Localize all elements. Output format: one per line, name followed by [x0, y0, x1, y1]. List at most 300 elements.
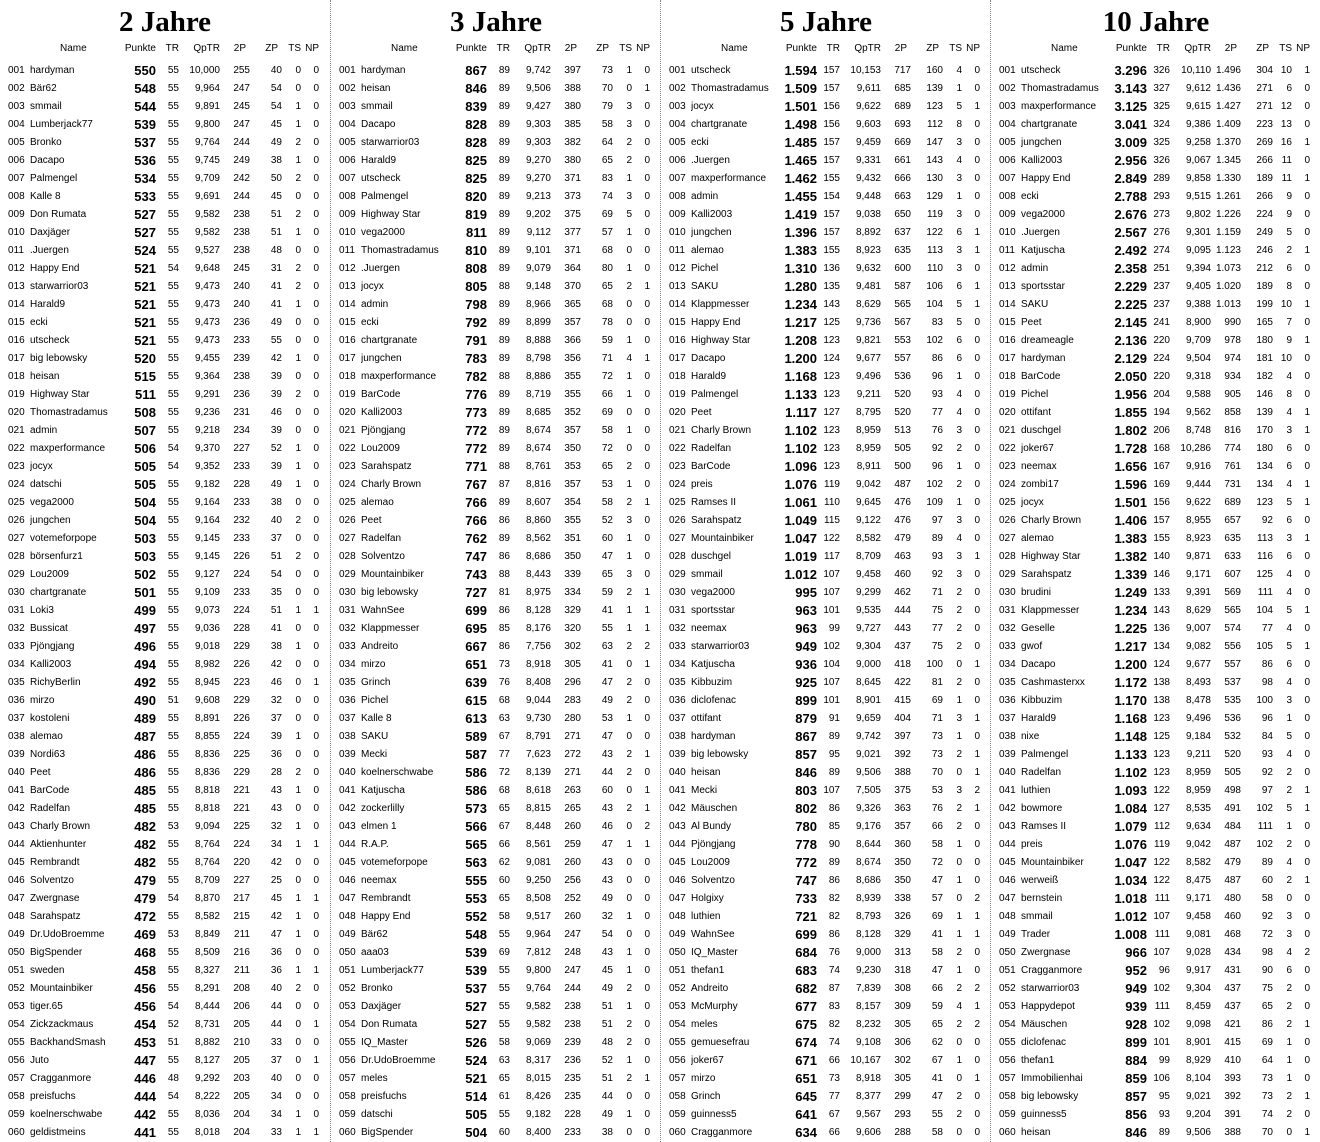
np-value: 0	[644, 119, 650, 130]
table-row	[331, 584, 661, 602]
2p-value: 224	[233, 605, 250, 616]
player-name: Kalle 8	[30, 191, 61, 202]
column-header-qptr: QpTR	[524, 43, 551, 54]
np-value: 0	[313, 101, 319, 112]
rank-number: 032	[999, 623, 1016, 634]
player-name: starwarrior03	[361, 137, 420, 148]
player-name: Mountainbiker	[361, 569, 424, 580]
ts-value: 0	[295, 371, 301, 382]
rank-number: 027	[999, 533, 1016, 544]
player-name: utscheck	[1021, 65, 1061, 76]
2p-value: 216	[233, 947, 250, 958]
table-row	[991, 1052, 1320, 1070]
zp-value: 39	[270, 371, 282, 382]
table-row	[0, 782, 330, 800]
zp-value: 86	[931, 353, 943, 364]
points: 641	[795, 1107, 817, 1122]
player-name: neemax	[361, 875, 397, 886]
rank-number: 001	[999, 65, 1016, 76]
tr-value: 55	[167, 623, 179, 634]
table-row	[991, 746, 1320, 764]
table-row	[331, 440, 661, 458]
zp-value: 41	[601, 659, 613, 670]
2p-value: 657	[1224, 515, 1241, 526]
table-row	[331, 782, 661, 800]
zp-value: 71	[931, 587, 943, 598]
np-value: 0	[1304, 1037, 1310, 1048]
np-value: 1	[974, 659, 980, 670]
qptr-value: 9,331	[855, 155, 881, 166]
column-header-tr: TR	[496, 43, 510, 54]
zp-value: 73	[1261, 1091, 1273, 1102]
tr-value: 89	[498, 497, 510, 508]
table-row	[0, 440, 330, 458]
np-value: 0	[1304, 677, 1310, 688]
player-name: Daxjäger	[30, 227, 71, 238]
points: 2.050	[1114, 369, 1147, 384]
points: 819	[465, 207, 487, 222]
rank-number: 045	[339, 857, 356, 868]
ts-value: 0	[956, 1073, 962, 1084]
2p-value: 816	[1224, 425, 1241, 436]
player-name: big lebowsky	[691, 749, 749, 760]
table-row	[661, 998, 991, 1016]
zp-value: 111	[1257, 821, 1273, 832]
np-value: 0	[313, 1037, 319, 1048]
qptr-value: 8,475	[1185, 875, 1211, 886]
ts-value: 2	[956, 803, 962, 814]
2p-value: 238	[564, 1001, 581, 1012]
zp-value: 92	[931, 569, 943, 580]
zp-value: 134	[1256, 461, 1273, 472]
np-value: 0	[313, 335, 319, 346]
np-value: 2	[974, 1019, 980, 1030]
np-value: 0	[313, 749, 319, 760]
points: 1.509	[784, 81, 817, 96]
2p-value: 761	[1224, 461, 1241, 472]
2p-value: 233	[564, 1127, 581, 1138]
np-value: 0	[644, 245, 650, 256]
zp-value: 39	[270, 425, 282, 436]
np-value: 0	[1304, 731, 1310, 742]
2p-value: 375	[894, 785, 911, 796]
table-row	[331, 458, 661, 476]
player-name: Bronko	[361, 983, 393, 994]
tr-value: 55	[498, 1109, 510, 1120]
zp-value: 66	[931, 821, 943, 832]
tr-value: 89	[828, 857, 840, 868]
table-row	[991, 602, 1320, 620]
points: 2.567	[1114, 225, 1147, 240]
qptr-value: 8,459	[1185, 1001, 1211, 1012]
qptr-value: 10,110	[1181, 65, 1211, 76]
qptr-value: 10,286	[1180, 443, 1211, 454]
2p-value: 487	[1224, 875, 1241, 886]
tr-value: 54	[167, 1001, 179, 1012]
table-row	[331, 134, 661, 152]
rank-number: 018	[339, 371, 356, 382]
tr-value: 53	[167, 929, 179, 940]
2p-value: 685	[894, 83, 911, 94]
points: 1.102	[784, 423, 817, 438]
tr-value: 55	[167, 83, 179, 94]
rank-number: 035	[999, 677, 1016, 688]
points: 899	[1125, 1035, 1147, 1050]
player-name: Andreito	[691, 983, 729, 994]
rank-number: 002	[8, 83, 25, 94]
np-value: 0	[1304, 767, 1310, 778]
2p-value: 567	[894, 317, 911, 328]
qptr-value: 8,764	[194, 839, 220, 850]
zp-value: 59	[931, 1001, 943, 1012]
points: 505	[465, 1107, 487, 1122]
table-row	[991, 908, 1320, 926]
zp-value: 105	[1256, 641, 1273, 652]
tr-value: 89	[828, 767, 840, 778]
tr-value: 89	[498, 533, 510, 544]
ts-value: 2	[626, 695, 632, 706]
points: 537	[134, 135, 156, 150]
player-name: Bär62	[30, 83, 57, 94]
ts-value: 1	[295, 821, 301, 832]
player-name: big lebowsky	[361, 587, 419, 598]
2p-value: 305	[894, 1073, 911, 1084]
column-header-zp: ZP	[596, 43, 609, 54]
table-row	[331, 620, 661, 638]
tr-value: 89	[498, 173, 510, 184]
tr-value: 204	[1153, 389, 1170, 400]
zp-value: 304	[1256, 65, 1273, 76]
points: 2.358	[1114, 261, 1147, 276]
table-row	[331, 80, 661, 98]
player-name: Bussicat	[30, 623, 68, 634]
rank-number: 051	[669, 965, 686, 976]
player-name: heisan	[30, 371, 60, 382]
2p-value: 355	[564, 515, 581, 526]
ts-value: 4	[1286, 587, 1292, 598]
column-header-p2: 2P	[233, 43, 246, 54]
tr-value: 122	[823, 533, 840, 544]
rank-number: 007	[339, 173, 356, 184]
np-value: 1	[1304, 425, 1310, 436]
ts-value: 6	[956, 227, 962, 238]
tr-value: 69	[498, 947, 510, 958]
tr-value: 143	[823, 299, 840, 310]
column-header-p2: 2P	[894, 43, 907, 54]
column-header-pts: Punkte	[1115, 43, 1147, 54]
zp-value: 34	[270, 1109, 282, 1120]
player-name: börsenfurz1	[30, 551, 83, 562]
table-row	[991, 170, 1320, 188]
zp-value: 113	[1257, 533, 1273, 544]
tr-value: 106	[1153, 1073, 1170, 1084]
player-name: ecki	[30, 317, 48, 328]
zp-value: 38	[270, 641, 282, 652]
points: 505	[134, 459, 156, 474]
player-name: BigSpender	[30, 947, 83, 958]
table-row	[0, 1106, 330, 1124]
table-row	[991, 926, 1320, 944]
player-name: elmen 1	[361, 821, 397, 832]
ts-value: 0	[956, 659, 962, 670]
column-header-ts: TS	[619, 43, 632, 54]
rank-number: 018	[999, 371, 1016, 382]
zp-value: 40	[270, 1073, 282, 1084]
table-row	[991, 818, 1320, 836]
qptr-value: 9,504	[1185, 353, 1211, 364]
ts-value: 2	[956, 587, 962, 598]
zp-value: 51	[601, 1001, 613, 1012]
2p-value: 313	[894, 947, 911, 958]
zp-value: 139	[1256, 407, 1273, 418]
np-value: 1	[974, 1073, 980, 1084]
qptr-value: 9,101	[525, 245, 551, 256]
ts-value: 8	[1286, 281, 1292, 292]
ts-value: 4	[1286, 947, 1292, 958]
ts-value: 0	[295, 659, 301, 670]
np-value: 0	[974, 371, 980, 382]
points: 521	[134, 297, 156, 312]
zp-value: 147	[926, 137, 943, 148]
2p-value: 661	[894, 155, 911, 166]
np-value: 0	[974, 479, 980, 490]
ts-value: 1	[295, 911, 301, 922]
zp-value: 52	[270, 443, 282, 454]
player-name: Mountainbiker	[1021, 857, 1084, 868]
qptr-value: 9,127	[194, 569, 220, 580]
rank-number: 055	[8, 1037, 25, 1048]
tr-value: 93	[1158, 1109, 1170, 1120]
np-value: 0	[313, 119, 319, 130]
ts-value: 1	[295, 785, 301, 796]
player-name: Cashmasterxx	[1021, 677, 1085, 688]
zp-value: 39	[270, 389, 282, 400]
table-row	[991, 566, 1320, 584]
zp-value: 97	[931, 515, 943, 526]
rank-number: 058	[8, 1091, 25, 1102]
player-name: BigSpender	[361, 1127, 414, 1138]
table-row	[331, 494, 661, 512]
points: 563	[465, 855, 487, 870]
np-value: 0	[313, 1109, 319, 1120]
np-value: 0	[313, 479, 319, 490]
ranking-panel	[330, 0, 660, 1142]
table-row	[661, 620, 991, 638]
table-row	[661, 116, 991, 134]
rank-number: 038	[999, 731, 1016, 742]
tr-value: 55	[167, 425, 179, 436]
rank-number: 053	[8, 1001, 25, 1012]
zp-value: 69	[1261, 1037, 1273, 1048]
2p-value: 357	[564, 479, 581, 490]
points: 503	[134, 531, 156, 546]
qptr-value: 10,153	[850, 65, 881, 76]
2p-value: 351	[564, 533, 581, 544]
2p-value: 633	[1224, 551, 1241, 562]
np-value: 1	[644, 281, 650, 292]
table-row	[991, 458, 1320, 476]
tr-value: 55	[167, 155, 179, 166]
ts-value: 0	[295, 191, 301, 202]
column-header-row	[331, 42, 661, 56]
ts-value: 4	[1286, 623, 1292, 634]
tr-value: 55	[498, 983, 510, 994]
qptr-value: 8,176	[525, 623, 551, 634]
np-value: 0	[313, 65, 319, 76]
tr-value: 55	[167, 1109, 179, 1120]
ts-value: 7	[1286, 317, 1292, 328]
zp-value: 71	[601, 353, 613, 364]
rank-number: 028	[669, 551, 686, 562]
points: 504	[465, 1125, 487, 1140]
player-name: Palmengel	[361, 191, 409, 202]
table-row	[661, 962, 991, 980]
player-name: Dacapo	[361, 119, 396, 130]
ts-value: 1	[626, 371, 632, 382]
np-value: 2	[644, 641, 650, 652]
qptr-value: 9,145	[194, 551, 220, 562]
np-value: 0	[313, 137, 319, 148]
points: 677	[795, 999, 817, 1014]
tr-value: 157	[823, 65, 840, 76]
tr-value: 65	[498, 893, 510, 904]
zp-value: 70	[601, 83, 613, 94]
rank-number: 025	[999, 497, 1016, 508]
ts-value: 2	[1286, 839, 1292, 850]
2p-value: 244	[233, 137, 250, 148]
zp-value: 86	[1261, 1019, 1273, 1030]
ts-value: 0	[295, 1019, 301, 1030]
tr-value: 62	[498, 857, 510, 868]
tr-value: 102	[823, 641, 840, 652]
panel-title: 10 Jahre	[1102, 6, 1210, 38]
player-name: jungchen	[361, 353, 402, 364]
ts-value: 1	[626, 605, 632, 616]
rank-number: 031	[8, 605, 25, 616]
rank-number: 049	[669, 929, 686, 940]
zp-value: 113	[927, 245, 943, 256]
2p-value: 271	[564, 767, 581, 778]
rank-number: 009	[999, 209, 1016, 220]
player-name: Andreito	[361, 641, 399, 652]
rank-number: 011	[999, 245, 1015, 256]
qptr-value: 9,301	[1185, 227, 1211, 238]
rank-number: 049	[999, 929, 1016, 940]
points: 508	[134, 405, 156, 420]
table-row	[991, 386, 1320, 404]
2p-value: 491	[1224, 803, 1241, 814]
table-row	[0, 80, 330, 98]
table-row	[0, 386, 330, 404]
qptr-value: 9,611	[856, 83, 881, 94]
zp-value: 246	[1256, 245, 1273, 256]
2p-value: 329	[894, 929, 911, 940]
qptr-value: 8,618	[525, 785, 551, 796]
np-value: 0	[974, 857, 980, 868]
np-value: 1	[313, 1055, 319, 1066]
player-name: admin	[691, 191, 719, 202]
table-row	[991, 188, 1320, 206]
points: 1.802	[1114, 423, 1147, 438]
column-header-tr: TR	[165, 43, 179, 54]
points: 566	[465, 819, 487, 834]
table-row	[661, 548, 991, 566]
2p-value: 350	[894, 875, 911, 886]
np-value: 0	[313, 1001, 319, 1012]
tr-value: 77	[498, 749, 510, 760]
ts-value: 1	[295, 893, 301, 904]
ts-value: 0	[626, 875, 632, 886]
table-row	[991, 440, 1320, 458]
table-row	[661, 530, 991, 548]
column-header-pts: Punkte	[124, 43, 156, 54]
points: 3.009	[1114, 135, 1147, 150]
points: 1.076	[784, 477, 817, 492]
tr-value: 86	[498, 515, 510, 526]
points: 1.102	[1114, 765, 1147, 780]
np-value: 1	[644, 497, 650, 508]
np-value: 0	[1304, 101, 1310, 112]
points: 634	[795, 1125, 817, 1140]
qptr-value: 9,496	[1185, 713, 1211, 724]
player-name: vega2000	[691, 587, 735, 598]
qptr-value: 8,748	[1185, 425, 1211, 436]
np-value: 0	[644, 533, 650, 544]
points: 857	[1125, 1089, 1147, 1104]
2p-value: 296	[564, 677, 581, 688]
player-name: Bär62	[361, 929, 388, 940]
points: 456	[134, 999, 156, 1014]
table-row	[661, 458, 991, 476]
ts-value: 0	[295, 497, 301, 508]
np-value: 0	[974, 875, 980, 886]
ts-value: 0	[295, 569, 301, 580]
ts-value: 2	[1286, 1091, 1292, 1102]
rank-number: 053	[339, 1001, 356, 1012]
ts-value: 2	[956, 623, 962, 634]
qptr-value: 9,042	[855, 479, 881, 490]
qptr-value: 8,686	[855, 875, 881, 886]
player-name: neemax	[691, 623, 727, 634]
np-value: 1	[644, 605, 650, 616]
rank-number: 048	[669, 911, 686, 922]
rank-number: 016	[669, 335, 686, 346]
player-name: Solventzo	[691, 875, 735, 886]
table-row	[0, 746, 330, 764]
table-row	[991, 1124, 1320, 1142]
qptr-value: 9,764	[194, 137, 220, 148]
zp-value: 58	[1261, 893, 1273, 904]
2p-value: 229	[233, 641, 250, 652]
player-name: Nordi63	[30, 749, 66, 760]
table-row	[331, 296, 661, 314]
ts-value: 1	[626, 551, 632, 562]
2p-value: 1.345	[1215, 155, 1241, 166]
ts-value: 2	[626, 137, 632, 148]
points: 1.406	[1114, 513, 1147, 528]
rank-number: 039	[669, 749, 686, 760]
table-row	[991, 116, 1320, 134]
rank-number: 052	[999, 983, 1016, 994]
points: 1.034	[1114, 873, 1147, 888]
tr-value: 89	[498, 65, 510, 76]
points: 684	[795, 945, 817, 960]
column-header-zp: ZP	[1256, 43, 1269, 54]
player-name: Katjuscha	[361, 785, 405, 796]
player-name: joker67	[691, 1055, 724, 1066]
ts-value: 0	[295, 1073, 301, 1084]
zp-value: 41	[931, 1073, 943, 1084]
